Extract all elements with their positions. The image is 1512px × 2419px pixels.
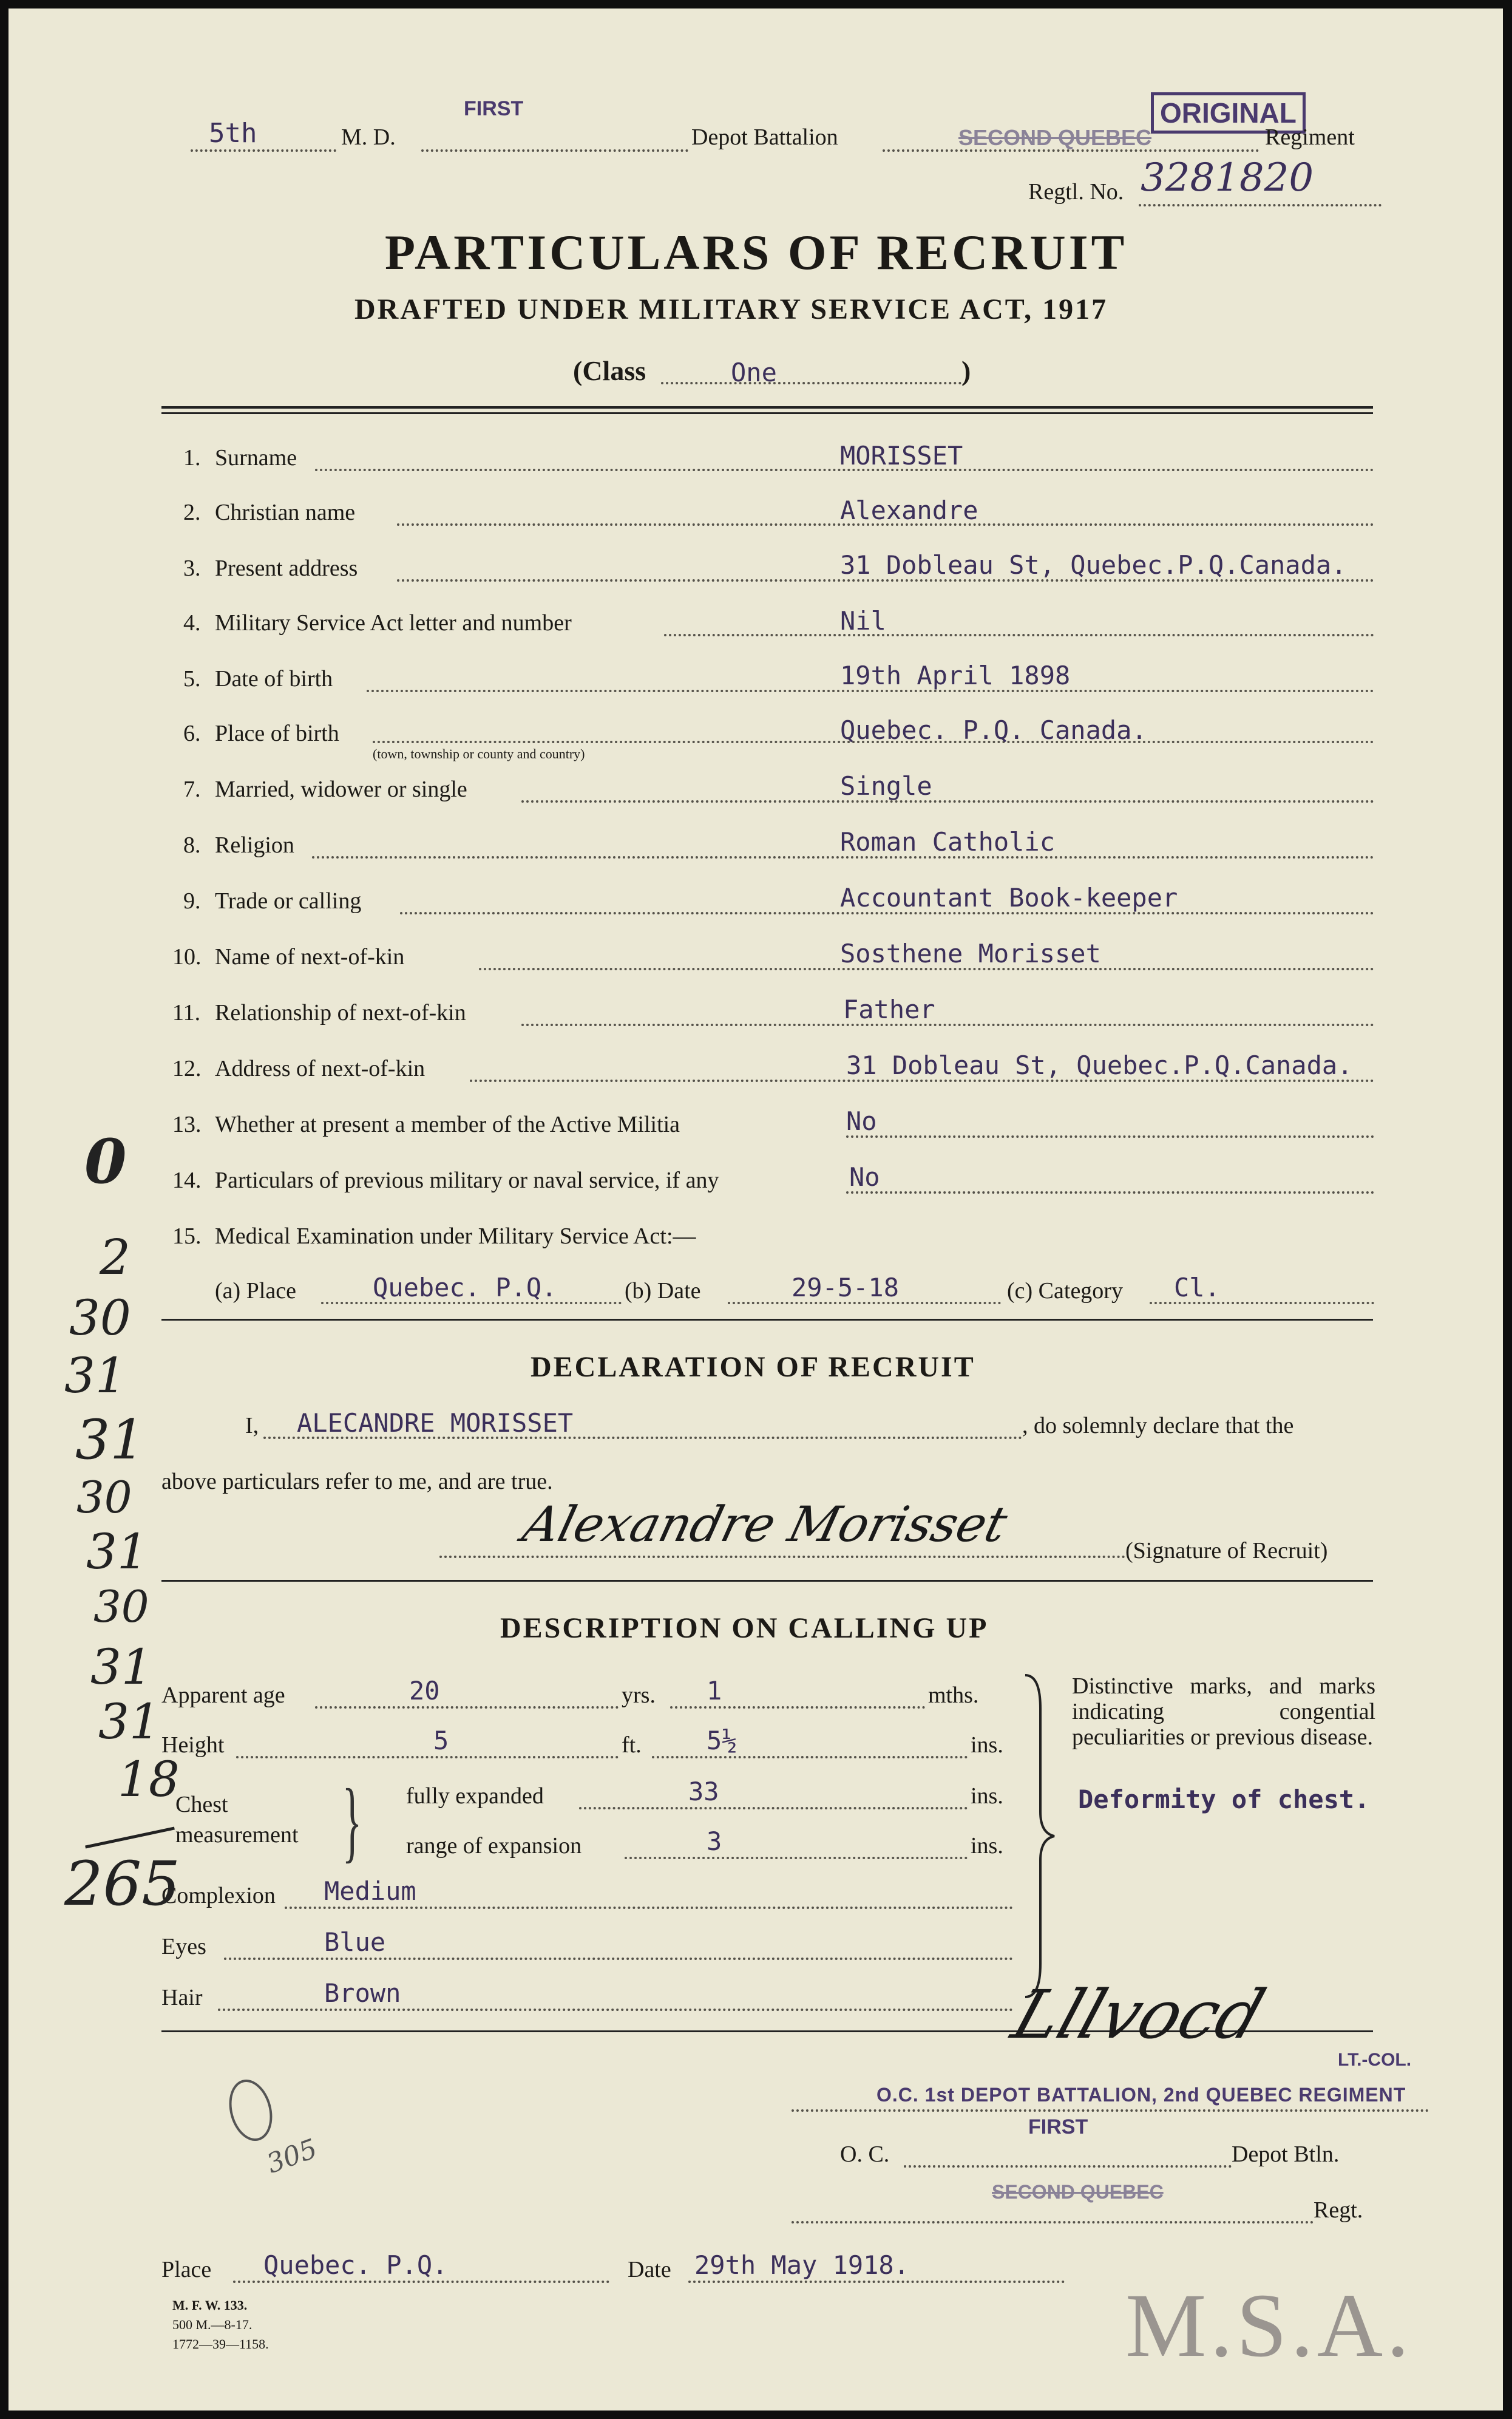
apparent-age-months: 1 <box>707 1676 722 1706</box>
chest-label-2: measurement <box>175 1822 299 1848</box>
active-militia-value: No <box>846 1106 877 1136</box>
apparent-age-years: 20 <box>409 1676 440 1706</box>
next-of-kin-value: Sosthene Morisset <box>840 939 1101 968</box>
fully-expanded-label: fully expanded <box>406 1783 544 1809</box>
complexion-value: Medium <box>324 1876 416 1906</box>
item-number: 11. <box>172 1000 201 1026</box>
item-number: 9. <box>183 888 201 914</box>
eyes-value: Blue <box>324 1927 386 1957</box>
class-label: (Class <box>573 355 646 386</box>
msa-stamp: M.S.A. <box>1125 2275 1413 2376</box>
msa-number-label: Military Service Act letter and number <box>215 610 572 636</box>
fully-expanded-value: 33 <box>688 1777 719 1806</box>
surname-value: MORISSET <box>840 441 963 471</box>
relationship-label: Relationship of next-of-kin <box>215 1000 466 1026</box>
page-subtitle: DRAFTED UNDER MILITARY SERVICE ACT, 1917 <box>354 293 1108 325</box>
regtl-no-label: Regtl. No. <box>1028 179 1124 205</box>
next-of-kin-address-value: 31 Dobleau St, Quebec.P.Q.Canada. <box>846 1050 1353 1080</box>
margin-figure: 31 <box>98 1693 160 1750</box>
marks-bracket <box>1019 1672 1062 2000</box>
regiment-label: Regiment <box>1265 124 1355 150</box>
relationship-value: Father <box>843 995 935 1024</box>
signature-label: (Signature of Recruit) <box>1125 1538 1328 1563</box>
rank-stamp: LT.-COL. <box>1338 2050 1412 2070</box>
present-address-value: 31 Dobleau St, Quebec.P.Q.Canada. <box>840 550 1347 580</box>
class-value: One <box>731 358 777 387</box>
hair-value: Brown <box>324 1978 401 2008</box>
officer-signature: Lllvocd <box>1003 1976 1274 2053</box>
item-number: 7. <box>183 777 201 802</box>
medical-place-value: Quebec. P.Q. <box>373 1273 557 1302</box>
regt-label: Regt. <box>1314 2197 1363 2223</box>
margin-figure: 31 <box>90 1639 152 1695</box>
previous-service-value: No <box>849 1162 880 1192</box>
pencil-circle <box>223 2075 279 2146</box>
pencil-note: 305 <box>262 2133 322 2180</box>
margin-figure: 0 <box>84 1126 127 1197</box>
height-inches: 5½ <box>707 1726 737 1755</box>
declaration-name: ALECANDRE MORISSET <box>297 1408 574 1438</box>
margin-figure: 31 <box>64 1347 126 1404</box>
medical-date-value: 29-5-18 <box>792 1273 900 1302</box>
medical-date-label: (b) Date <box>625 1278 701 1304</box>
item-number: 1. <box>183 445 201 471</box>
description-heading: DESCRIPTION ON CALLING UP <box>500 1612 989 1644</box>
declaration-heading: DECLARATION OF RECRUIT <box>531 1351 975 1383</box>
msa-number-value: Nil <box>840 606 886 636</box>
next-of-kin-address-label: Address of next-of-kin <box>215 1056 425 1081</box>
height-feet: 5 <box>433 1726 449 1755</box>
range-of-expansion-value: 3 <box>707 1826 722 1856</box>
class-close: ) <box>961 355 971 386</box>
item-number: 4. <box>183 610 201 636</box>
item-number: 10. <box>172 944 202 970</box>
item-number: 6. <box>183 721 201 746</box>
margin-figure: 30 <box>69 1290 131 1346</box>
recruit-signature: Alexandre Morisset <box>517 1496 1013 1553</box>
christian-name-label: Christian name <box>215 500 356 525</box>
declaration-text-line2: above particulars refer to me, and are true. <box>161 1469 553 1494</box>
hair-label: Hair <box>161 1985 203 2010</box>
item-number: 8. <box>183 832 201 858</box>
regtl-no-value: 3281820 <box>1141 155 1314 200</box>
margin-figure: 30 <box>76 1472 132 1523</box>
height-label: Height <box>161 1732 225 1758</box>
margin-figure: 265 <box>64 1848 180 1919</box>
md-label: M. D. <box>341 124 396 150</box>
surname-label: Surname <box>215 445 297 471</box>
date-of-birth-value: 19th April 1898 <box>840 661 1071 690</box>
item-number: 12. <box>172 1056 202 1081</box>
medical-category-label: (c) Category <box>1007 1278 1123 1304</box>
feet-label: ft. <box>622 1732 642 1758</box>
range-of-expansion-label: range of expansion <box>406 1833 582 1859</box>
inches-label: ins. <box>971 1732 1003 1758</box>
item-number: 15. <box>172 1223 202 1249</box>
medical-exam-label: Medical Examination under Military Service Act:— <box>215 1223 696 1249</box>
place-of-birth-label: Place of birth <box>215 721 339 746</box>
oc-stamp: O.C. 1st DEPOT BATTALION, 2nd QUEBEC REGIMENT <box>876 2084 1406 2106</box>
form-code-2: 500 M.—8-17. <box>172 2317 253 2332</box>
chest-brace: } <box>342 1771 362 1871</box>
depot-btln-label: Depot Btln. <box>1232 2142 1340 2167</box>
declaration-i-label: I, <box>245 1413 259 1438</box>
next-of-kin-label: Name of next-of-kin <box>215 944 405 970</box>
officer-first-stamp: FIRST <box>1028 2115 1088 2138</box>
apparent-age-label: Apparent age <box>161 1682 285 1708</box>
declaration-text-end: , do solemnly declare that the <box>1022 1413 1294 1438</box>
original-stamp: ORIGINAL <box>1151 92 1306 134</box>
form-code-1: M. F. W. 133. <box>172 2298 248 2313</box>
margin-figure: 2 <box>100 1229 131 1285</box>
inches-label: ins. <box>971 1833 1003 1859</box>
place-of-birth-note: (town, township or county and country) <box>373 746 585 761</box>
inches-label: ins. <box>971 1783 1003 1809</box>
marital-status-value: Single <box>840 771 932 801</box>
trade-value: Accountant Book-keeper <box>840 883 1178 913</box>
chest-label-1: Chest <box>175 1792 228 1817</box>
regiment-struck-stamp: SECOND QUEBEC <box>958 125 1152 150</box>
religion-label: Religion <box>215 832 294 858</box>
marital-status-label: Married, widower or single <box>215 777 467 802</box>
form-code-3: 1772—39—1158. <box>172 2336 269 2352</box>
christian-name-value: Alexandre <box>840 495 978 525</box>
date-of-birth-label: Date of birth <box>215 666 333 692</box>
religion-value: Roman Catholic <box>840 827 1056 857</box>
oc-label: O. C. <box>840 2142 890 2167</box>
margin-figure: 18 <box>118 1751 180 1808</box>
previous-service-label: Particulars of previous military or naval service, if any <box>215 1168 719 1193</box>
item-number: 5. <box>183 666 201 692</box>
margin-figure: 31 <box>75 1408 145 1472</box>
margin-figure: 30 <box>93 1581 149 1632</box>
document-page <box>8 9 1503 2410</box>
first-stamp: FIRST <box>464 97 524 120</box>
medical-category-value: Cl. <box>1174 1273 1220 1302</box>
distinctive-marks-value: Deformity of chest. <box>1078 1784 1370 1814</box>
months-label: mths. <box>928 1682 979 1708</box>
item-number: 13. <box>172 1112 202 1137</box>
years-label: yrs. <box>622 1682 656 1708</box>
active-militia-label: Whether at present a member of the Active Militia <box>215 1112 680 1137</box>
complexion-label: Complexion <box>161 1883 276 1908</box>
item-number: 14. <box>172 1168 202 1193</box>
place-of-birth-value: Quebec. P.Q. Canada. <box>840 715 1147 745</box>
depot-battalion-label: Depot Battalion <box>691 124 838 150</box>
present-address-label: Present address <box>215 556 358 581</box>
medical-place-label: (a) Place <box>215 1278 296 1304</box>
distinctive-marks-heading: Distinctive marks, and marks indicating congential peculiarities or previous disease. <box>1072 1673 1375 1750</box>
trade-label: Trade or calling <box>215 888 362 914</box>
page-title: PARTICULARS OF RECRUIT <box>385 225 1128 280</box>
margin-figure: 31 <box>86 1523 148 1580</box>
footer-date-label: Date <box>628 2257 671 2282</box>
officer-regt-struck: SECOND QUEBEC <box>992 2181 1164 2203</box>
item-number: 2. <box>183 500 201 525</box>
eyes-label: Eyes <box>161 1934 206 1959</box>
footer-place-label: Place <box>161 2257 212 2282</box>
footer-place-value: Quebec. P.Q. <box>263 2250 448 2280</box>
item-number: 3. <box>183 556 201 581</box>
footer-date-value: 29th May 1918. <box>694 2250 910 2280</box>
md-number: 5th <box>209 118 257 149</box>
